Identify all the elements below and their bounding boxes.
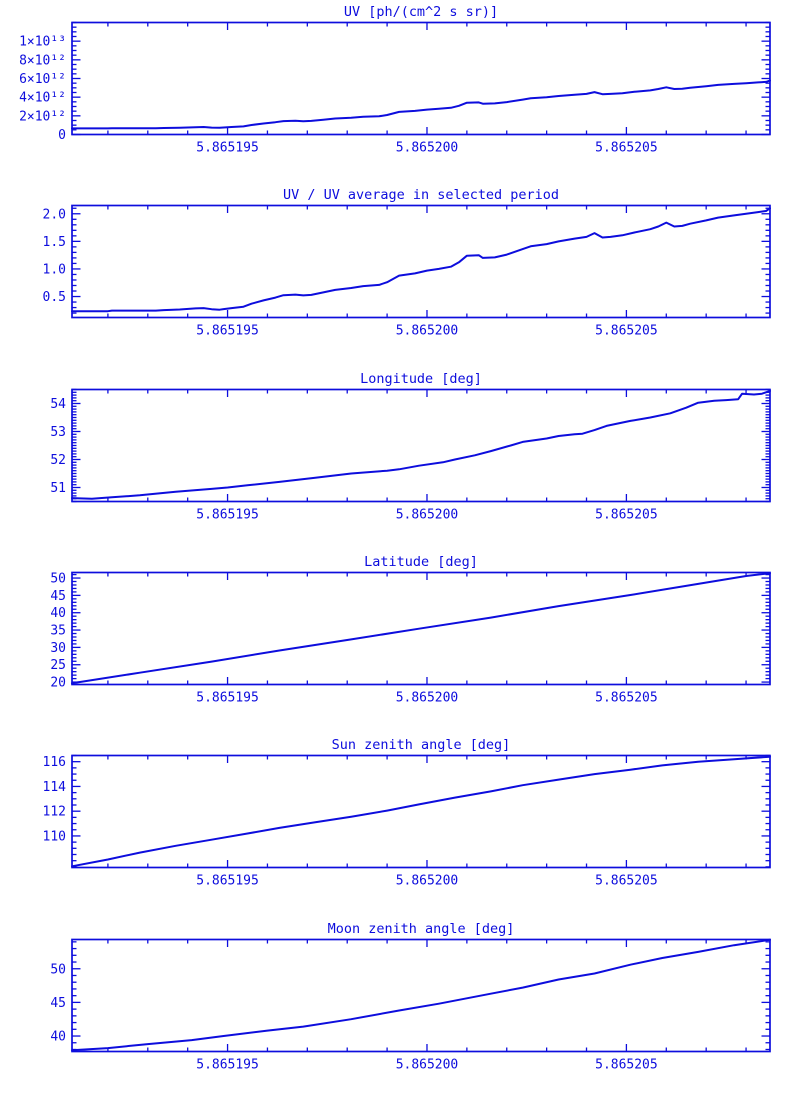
plot-box bbox=[72, 939, 770, 1051]
chart-title: UV [ph/(cm^2 s sr)] bbox=[343, 3, 499, 20]
chart-latitude bbox=[0, 550, 800, 733]
y-tick-label: 110 bbox=[42, 829, 67, 845]
y-tick-label: 40 bbox=[50, 1029, 67, 1045]
y-tick-label: 0.5 bbox=[42, 290, 67, 306]
chart-sun-zenith-angle bbox=[0, 733, 800, 916]
y-tick-label: 52 bbox=[50, 452, 67, 468]
y-tick-label: 6×10¹² bbox=[19, 71, 67, 87]
chart-title: UV / UV average in selected period bbox=[282, 187, 560, 204]
y-tick-label: 25 bbox=[50, 658, 67, 674]
x-tick-label: 5.865195 bbox=[196, 507, 259, 523]
y-tick-label: 45 bbox=[50, 995, 67, 1011]
data-line-latitude bbox=[72, 573, 770, 683]
data-line-uv-ratio bbox=[72, 209, 770, 312]
data-line-longitude bbox=[72, 391, 770, 499]
x-tick-label: 5.865200 bbox=[395, 140, 459, 156]
y-tick-label: 53 bbox=[50, 424, 67, 440]
x-tick-label: 5.865200 bbox=[395, 873, 459, 889]
chart-longitude bbox=[0, 367, 800, 550]
y-tick-label: 112 bbox=[42, 805, 67, 821]
y-tick-label: 1.0 bbox=[42, 262, 67, 278]
data-line-uv bbox=[72, 81, 770, 129]
chart-svg-moon-zenith-angle bbox=[0, 917, 800, 1100]
y-tick-label: 50 bbox=[50, 571, 67, 587]
x-tick-label: 5.865200 bbox=[395, 690, 459, 706]
y-tick-label: 51 bbox=[50, 480, 67, 496]
x-tick-label: 5.865195 bbox=[196, 140, 259, 156]
chart-title: Sun zenith angle [deg] bbox=[331, 737, 511, 754]
x-tick-label: 5.865200 bbox=[395, 507, 459, 523]
plot-box bbox=[72, 756, 770, 868]
chart-moon-zenith-angle bbox=[0, 917, 800, 1100]
chart-svg-sun-zenith-angle bbox=[0, 733, 800, 916]
y-tick-label: 4×10¹² bbox=[19, 90, 67, 106]
y-tick-label: 8×10¹² bbox=[19, 53, 67, 69]
y-tick-label: 20 bbox=[50, 675, 67, 691]
x-tick-label: 5.865205 bbox=[595, 1057, 658, 1073]
y-tick-label: 40 bbox=[50, 606, 67, 622]
x-tick-label: 5.865205 bbox=[595, 140, 658, 156]
chart-title: Moon zenith angle [deg] bbox=[327, 920, 515, 937]
data-line-sun-zenith-angle bbox=[72, 757, 770, 867]
x-tick-label: 5.865195 bbox=[196, 690, 259, 706]
chart-svg-longitude bbox=[0, 367, 800, 550]
y-tick-label: 1.5 bbox=[42, 235, 67, 251]
y-tick-label: 1×10¹³ bbox=[19, 34, 67, 50]
x-tick-label: 5.865195 bbox=[196, 1057, 259, 1073]
y-tick-label: 2×10¹² bbox=[19, 109, 67, 125]
x-tick-label: 5.865205 bbox=[595, 323, 658, 339]
x-tick-label: 5.865205 bbox=[595, 507, 658, 523]
axis-ticks bbox=[72, 756, 770, 868]
axis-ticks bbox=[72, 939, 770, 1051]
y-tick-label: 45 bbox=[50, 588, 67, 604]
x-tick-label: 5.865195 bbox=[196, 873, 259, 889]
axis-ticks bbox=[72, 389, 770, 501]
x-tick-label: 5.865200 bbox=[395, 323, 459, 339]
y-tick-label: 114 bbox=[42, 780, 67, 796]
plot-box bbox=[72, 389, 770, 501]
axis-ticks bbox=[72, 22, 770, 134]
chart-title: Longitude [deg] bbox=[360, 370, 482, 387]
chart-uv-ratio bbox=[0, 183, 800, 366]
x-tick-label: 5.865205 bbox=[595, 690, 658, 706]
y-tick-label: 0 bbox=[58, 127, 67, 143]
chart-svg-uv-ratio bbox=[0, 183, 800, 366]
chart-svg-uv bbox=[0, 0, 800, 183]
plot-box bbox=[72, 22, 770, 134]
chart-title: Latitude [deg] bbox=[364, 553, 478, 570]
y-tick-label: 35 bbox=[50, 623, 67, 639]
y-tick-label: 54 bbox=[50, 396, 67, 412]
data-line-moon-zenith-angle bbox=[72, 939, 770, 1049]
x-tick-label: 5.865205 bbox=[595, 873, 658, 889]
y-tick-label: 2.0 bbox=[42, 207, 67, 223]
chart-svg-latitude bbox=[0, 550, 800, 733]
y-tick-label: 30 bbox=[50, 640, 67, 656]
y-tick-label: 116 bbox=[42, 755, 67, 771]
y-tick-label: 50 bbox=[50, 961, 67, 977]
x-tick-label: 5.865195 bbox=[196, 323, 259, 339]
chart-uv bbox=[0, 0, 800, 183]
x-tick-label: 5.865200 bbox=[395, 1057, 459, 1073]
